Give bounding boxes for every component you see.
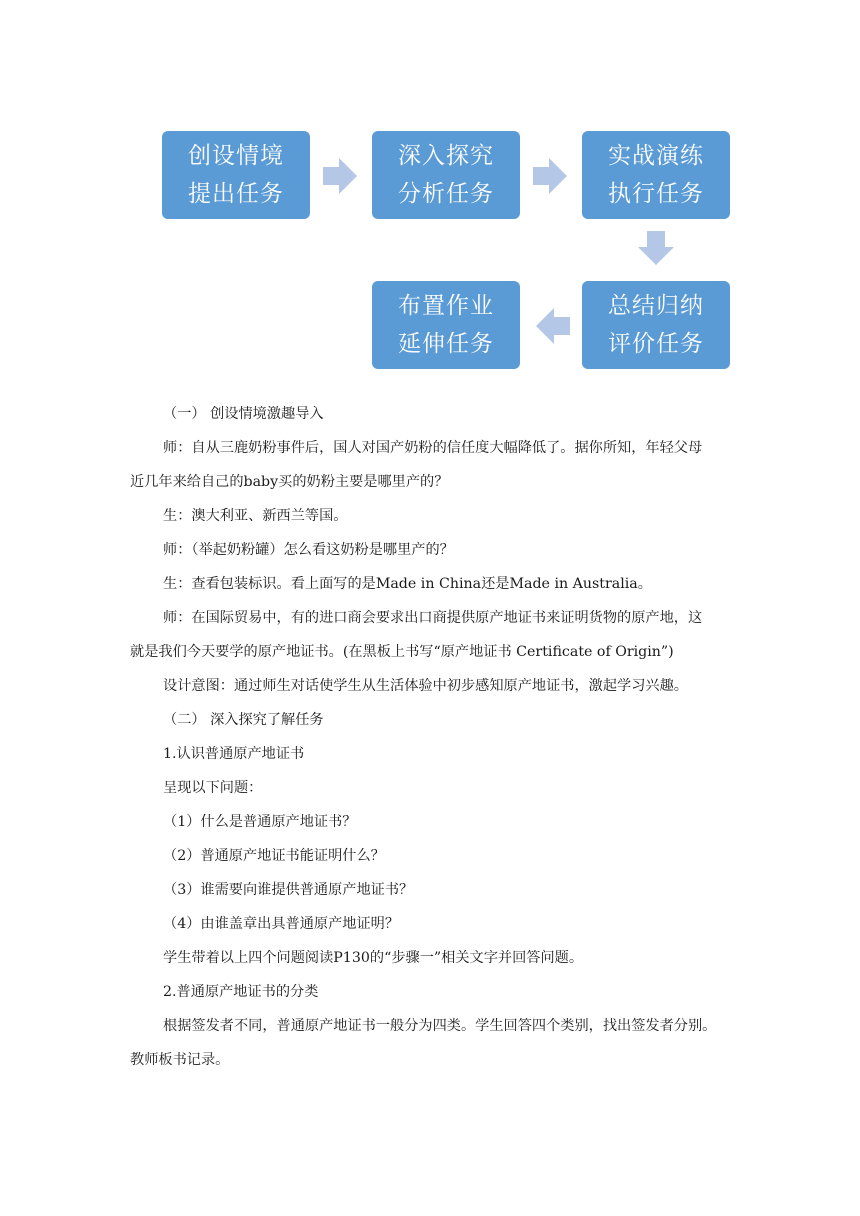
flow-box-3-line2: 执行任务 — [608, 181, 704, 207]
question-item: （4）由谁盖章出具普通原产地证明？ — [163, 916, 400, 932]
section-heading-2: （二） 深入探究了解任务 — [163, 712, 324, 728]
flow-box-2 — [372, 131, 520, 219]
section-heading-1: （一） 创设情境激趣导入 — [163, 406, 324, 422]
flow-box-1-line2: 提出任务 — [188, 181, 284, 207]
subheading: 1.认识普通原产地证书 — [163, 746, 305, 762]
arrow-down-icon — [638, 231, 674, 265]
question-item: （3）谁需要向谁提供普通原产地证书？ — [163, 882, 414, 898]
paragraph: 教师板书记录。 — [130, 1052, 230, 1068]
flow-box-1-line1: 创设情境 — [188, 143, 284, 169]
flow-box-5-line1: 布置作业 — [398, 293, 494, 319]
paragraph: 呈现以下问题： — [163, 780, 263, 796]
paragraph: 师：自从三鹿奶粉事件后，国人对国产奶粉的信任度大幅降低了。据你所知，年轻父母 — [163, 440, 703, 456]
arrow-left-icon — [536, 308, 570, 344]
flow-box-2-line1: 深入探究 — [398, 143, 494, 169]
paragraph: 学生带着以上四个问题阅读P130的“步骤一”相关文字并回答问题。 — [163, 950, 584, 966]
paragraph: 就是我们今天要学的原产地证书。(在黑板上书写“原产地证书 Certificate of Origin”) — [130, 644, 674, 660]
subheading: 2.普通原产地证书的分类 — [163, 984, 319, 1000]
flow-box-5-line2: 延伸任务 — [398, 331, 494, 357]
paragraph: 生：查看包装标识。看上面写的是Made in China还是Made in Australia。 — [163, 576, 652, 592]
flow-box-4-line2: 评价任务 — [608, 331, 704, 357]
paragraph: 师：在国际贸易中，有的进口商会要求出口商提供原产地证书来证明货物的原产地，这 — [163, 610, 703, 626]
flow-box-3 — [582, 131, 730, 219]
paragraph: 生：澳大利亚、新西兰等国。 — [163, 508, 348, 524]
question-item: （1）什么是普通原产地证书？ — [163, 814, 357, 830]
arrow-right-icon — [533, 158, 567, 194]
flow-box-4-line1: 总结归纳 — [608, 293, 704, 319]
flow-box-5 — [372, 281, 520, 369]
arrow-right-icon — [323, 158, 357, 194]
flow-box-2-line2: 分析任务 — [398, 181, 494, 207]
flow-box-3-line1: 实战演练 — [608, 143, 704, 169]
flow-box-4 — [582, 281, 730, 369]
paragraph: 根据签发者不同，普通原产地证书一般分为四类。学生回答四个类别，找出签发者分别。 — [163, 1018, 717, 1034]
flow-box-1 — [162, 131, 310, 219]
paragraph: 近几年来给自己的baby买的奶粉主要是哪里产的？ — [130, 474, 449, 490]
paragraph: 设计意图：通过师生对话使学生从生活体验中初步感知原产地证书，激起学习兴趣。 — [163, 678, 688, 694]
question-item: （2）普通原产地证书能证明什么？ — [163, 848, 385, 864]
paragraph: 师：（举起奶粉罐）怎么看这奶粉是哪里产的？ — [163, 542, 454, 558]
